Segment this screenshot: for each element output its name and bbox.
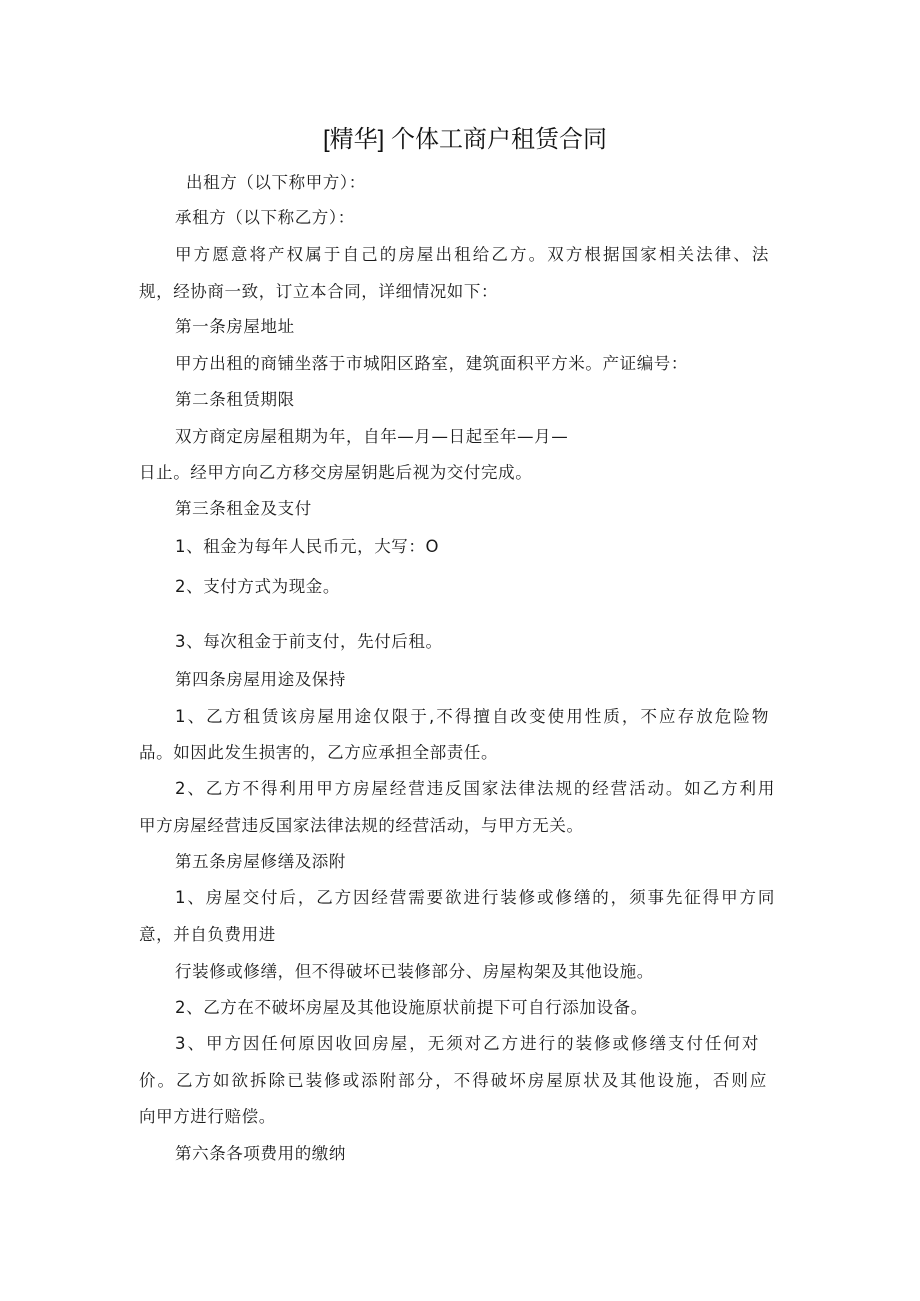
- article-heading: 第一条房屋地址: [175, 317, 295, 336]
- paragraph-line: 甲方愿意将产权属于自己的房屋出租给乙方。双方根据国家相关法律、法: [175, 245, 769, 264]
- paragraph-line: 意，并自负费用进: [139, 925, 276, 944]
- paragraph-line: 甲方房屋经营违反国家法律法规的经营活动，与甲方无关。: [139, 816, 584, 835]
- article-heading: 第三条租金及支付: [175, 499, 312, 518]
- list-item: 1、房屋交付后，乙方因经营需要欲进行装修或修缮的，须事先征得甲方同: [175, 888, 775, 907]
- paragraph-line: 双方商定房屋租期为年，自年—月—日起至年—月—: [175, 427, 569, 446]
- article-heading: 第四条房屋用途及保持: [175, 670, 346, 689]
- list-item: 2、支付方式为现金。: [175, 577, 340, 596]
- paragraph-line: 价。乙方如欲拆除已装修或添附部分，不得破坏房屋原状及其他设施，否则应: [139, 1071, 767, 1090]
- article-heading: 第六条各项费用的缴纳: [175, 1144, 346, 1163]
- lessee-line: 承租方（以下称乙方）：: [175, 208, 355, 227]
- list-item: 2、乙方在不破坏房屋及其他设施原状前提下可自行添加设备。: [175, 998, 648, 1017]
- list-item: 2、乙方不得利用甲方房屋经营违反国家法律法规的经营活动。如乙方利用: [175, 779, 775, 798]
- paragraph-line: 向甲方进行赔偿。: [139, 1107, 276, 1126]
- list-item: 1、乙方租赁该房屋用途仅限于,不得擅自改变使用性质，不应存放危险物: [175, 707, 769, 726]
- article-heading: 第五条房屋修缮及添附: [175, 852, 346, 871]
- paragraph-line: 日止。经甲方向乙方移交房屋钥匙后视为交付完成。: [139, 463, 533, 482]
- paragraph-line: 品。如因此发生损害的，乙方应承担全部责任。: [139, 743, 499, 762]
- lessor-line: 出租方（以下称甲方）：: [186, 173, 366, 192]
- paragraph-line: 规，经协商一致，订立本合同，详细情况如下：: [139, 282, 499, 301]
- document-title: [精华] 个体工商户租赁合同: [322, 126, 607, 153]
- list-item: 1、租金为每年人民币元，大写：O: [175, 537, 440, 556]
- list-item: 3、甲方因任何原因收回房屋，无须对乙方进行的装修或修缮支付任何对: [175, 1034, 759, 1053]
- paragraph-line: 行装修或修缮，但不得破坏已装修部分、房屋构架及其他设施。: [175, 962, 654, 981]
- article-heading: 第二条租赁期限: [175, 390, 295, 409]
- list-item: 3、每次租金于前支付，先付后租。: [175, 632, 443, 651]
- paragraph-line: 甲方出租的商铺坐落于市城阳区路室，建筑面积平方米。产证编号：: [175, 354, 688, 373]
